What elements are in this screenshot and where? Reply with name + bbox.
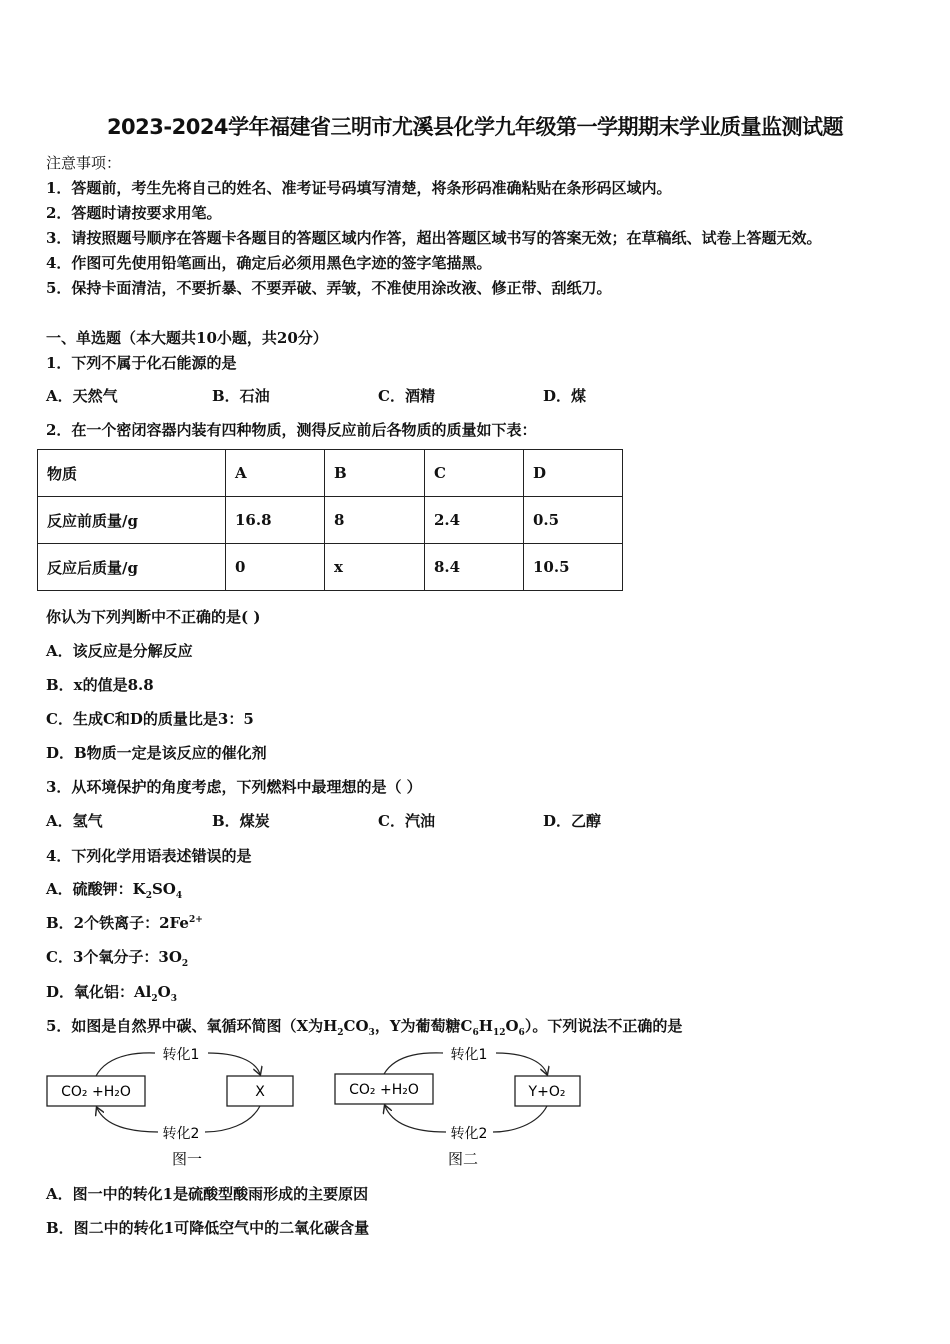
q1-option-b: B．石油 (212, 387, 270, 405)
q2-option-c: C．生成C和D的质量比是3：5 (46, 710, 254, 728)
diagram2-top-arc-left (384, 1053, 443, 1074)
notice-item-1: 1．答题前，考生先将自己的姓名、准考证号码填写清楚，将条形码准确粘贴在条形码区域内。 (46, 179, 672, 197)
q5-option-a: A．图一中的转化1是硫酸型酸雨形成的主要原因 (46, 1185, 369, 1203)
carbon-oxygen-cycle-diagrams (0, 1040, 950, 1175)
diagram1-top-arrow (208, 1053, 260, 1074)
diagram-two (335, 1047, 580, 1168)
q1-option-c: C．酒精 (378, 387, 435, 405)
q4-option-d: D．氧化铝：$Al_2O_3$ (46, 983, 177, 1004)
diagram1-bottom-arc-right (205, 1106, 260, 1132)
diagram1-right-label: X (255, 1084, 265, 1100)
diagram2-bottom-arrow (385, 1106, 446, 1132)
q4-stem: 4．下列化学用语表述错误的是 (46, 847, 252, 865)
section-heading: 一、单选题（本大题共10小题，共20分） (46, 329, 328, 347)
notice-item-2: 2．答题时请按要求用笔。 (46, 204, 222, 222)
diagram1-top-arc-left (96, 1053, 155, 1076)
q3-option-d: D．乙醇 (543, 812, 602, 830)
diagram-one (47, 1047, 293, 1168)
table-cell: 0.5 (524, 497, 623, 544)
notice-heading: 注意事项： (46, 154, 122, 172)
q2-option-d: D．B物质一定是该反应的催化剂 (46, 744, 267, 762)
q2-stem: 2．在一个密闭容器内装有四种物质，测得反应前后各物质的质量如下表： (46, 421, 537, 439)
q3-option-a: A．氢气 (46, 812, 103, 830)
q5-option-b: B．图二中的转化1可降低空气中的二氧化碳含量 (46, 1219, 370, 1237)
q4-option-c: C．3个氧分子：$3O_2$ (46, 948, 189, 969)
table-header-cell: B (325, 450, 425, 497)
q5-stem: 5．如图是自然界中碳、氧循环简图（X为$H_2CO_3$，Y为葡萄糖$C_6H_{12}O_6$）。下列说法不正确的是 (46, 1017, 683, 1038)
table-cell: 10.5 (524, 544, 623, 591)
table-header-cell: 物质 (38, 450, 226, 497)
table-cell: 16.8 (226, 497, 325, 544)
page-title: 2023-2024学年福建省三明市尤溪县化学九年级第一学期期末学业质量监测试题 (106, 115, 844, 139)
table-row (38, 497, 623, 544)
diagram1-left-label: CO₂ +H₂O (61, 1084, 131, 1100)
diagram2-bottom-arc-right (493, 1106, 547, 1132)
table-header-cell: D (524, 450, 623, 497)
notice-item-4: 4．作图可先使用铅笔画出，确定后必须用黑色字迹的签字笔描黑。 (46, 254, 492, 272)
diagram1-bottom-label: 转化2 (162, 1126, 200, 1142)
diagram2-left-label: CO₂ +H₂O (349, 1082, 419, 1098)
q4-option-a: A．硫酸钾：$K_2SO_4$ (46, 880, 183, 901)
table-cell: 反应前质量/g (38, 497, 226, 544)
q1-stem: 1．下列不属于化石能源的是 (46, 354, 237, 372)
diagram2-bottom-label: 转化2 (450, 1126, 488, 1142)
q3-stem: 3．从环境保护的角度考虑，下列燃料中最理想的是（ ） (46, 778, 422, 796)
q2-option-a: A．该反应是分解反应 (46, 642, 193, 660)
table-cell: 2.4 (425, 497, 524, 544)
q3-option-c: C．汽油 (378, 812, 435, 830)
table-row (38, 544, 623, 591)
diagram2-top-label: 转化1 (450, 1047, 488, 1063)
q3-option-b: B．煤炭 (212, 812, 270, 830)
q1-option-d: D．煤 (543, 387, 587, 405)
diagram1-top-label: 转化1 (162, 1047, 200, 1063)
notice-item-5: 5．保持卡面清洁，不要折暴、不要弄破、弄皱，不准使用涂改液、修正带、刮纸刀。 (46, 279, 612, 297)
table-cell: x (325, 544, 425, 591)
diagram2-right-label: Y+O₂ (528, 1084, 566, 1100)
diagram1-bottom-arrow (97, 1108, 158, 1132)
q2-option-b: B．x的值是8.8 (46, 676, 154, 694)
table-row (38, 450, 623, 497)
table-header-cell: C (425, 450, 524, 497)
diagram1-caption: 图一 (171, 1150, 203, 1168)
q2-prompt: 你认为下列判断中不正确的是( ) (46, 608, 261, 626)
diagram2-caption: 图二 (447, 1150, 479, 1168)
q1-option-a: A．天然气 (46, 387, 118, 405)
diagram2-top-arrow (496, 1053, 547, 1074)
table-header-cell: A (226, 450, 325, 497)
table-cell: 8 (325, 497, 425, 544)
table-cell: 8.4 (425, 544, 524, 591)
q4-option-b: B．2个铁离子：$2Fe^{2+}$ (46, 914, 203, 932)
table-cell: 反应后质量/g (38, 544, 226, 591)
notice-item-3: 3．请按照题号顺序在答题卡各题目的答题区域内作答，超出答题区域书写的答案无效；在草稿纸、试卷上答题无效。 (46, 229, 822, 247)
q2-mass-table (37, 449, 623, 591)
table-cell: 0 (226, 544, 325, 591)
